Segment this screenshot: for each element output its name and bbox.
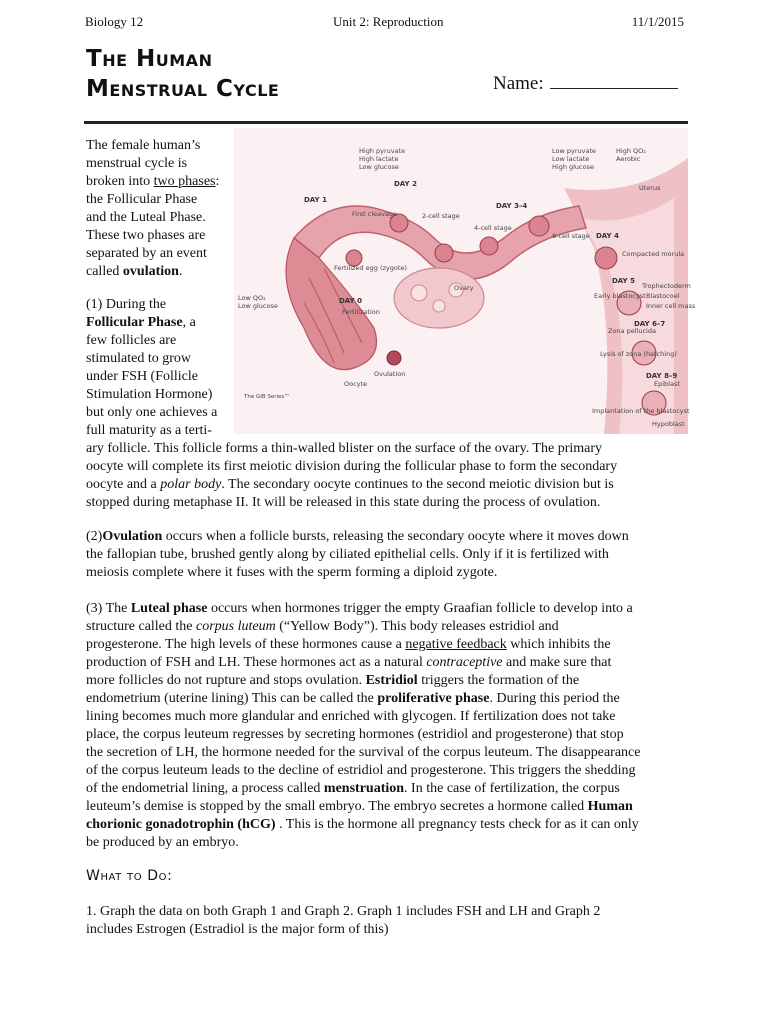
luteal-line: chorionic gonadotrophin (hCG) . This is the hormone all pregnancy tests check for as it can only <box>86 817 639 832</box>
label-low-glucose: Low glucose <box>359 163 399 171</box>
title-line-2: Menstrual Cycle <box>86 76 280 102</box>
label-low-pyruvate: Low pyruvate <box>552 147 597 155</box>
two-phases-term: two phases <box>153 174 216 189</box>
label-first-cleavage: First cleavage <box>352 210 398 218</box>
label-day1: DAY 1 <box>304 196 327 204</box>
luteal-line: progesterone. The high levels of these hormones cause a negative feedback which inhibits the <box>86 637 611 652</box>
label-compacted: Compacted morula <box>622 250 685 258</box>
stage-cell <box>595 247 617 269</box>
name-field[interactable] <box>493 72 678 95</box>
ovulation-line: (2)Ovulation occurs when a follicle bursts, releasing the secondary oocyte where it moves down <box>86 529 629 544</box>
label-ovary: Ovary <box>454 284 474 292</box>
header-unit: Unit 2: Reproduction <box>333 14 444 29</box>
intro-line: menstrual cycle is <box>86 156 188 171</box>
label-day2: DAY 2 <box>394 180 417 188</box>
follicular-line: few follicles are <box>86 333 177 348</box>
name-label: Name: <box>493 73 544 94</box>
luteal-line: structure called the corpus luteum (“Yellow Body”). This body releases estridiol and <box>86 619 559 634</box>
corpus-luteum-term: corpus luteum <box>196 619 276 634</box>
header-date: 11/1/2015 <box>631 14 684 29</box>
reproductive-tract-diagram <box>234 128 696 434</box>
header-course: Biology 12 <box>85 14 144 29</box>
follicular-line: under FSH (Follicle <box>86 369 198 384</box>
label-ovulation: Ovulation <box>374 370 406 378</box>
label-8cell: 8-cell stage <box>552 232 590 240</box>
luteal-line: leuteum’s demise is stopped by the small embryo. The embryo secretes a hormone called Human <box>86 799 633 814</box>
luteal-line: production of FSH and LH. These hormones act as a natural contraceptive and make sure that <box>86 655 612 670</box>
label-low-glucose-2: Low glucose <box>238 302 278 310</box>
label-day34: DAY 3–4 <box>496 202 528 210</box>
label-oocyte: Oocyte <box>344 380 368 388</box>
label-low-lactate: Low lactate <box>552 155 590 163</box>
luteal-paragraph <box>86 600 640 852</box>
follicular-line: oocyte will complete its first meiotic division during the follicular phase to form the secondary <box>86 459 618 474</box>
follicular-line: but only one achieves a <box>86 405 218 420</box>
luteal-line: the secretion of LH, the hormone needed for the survival of the corpus leuteum. The disappearance <box>86 745 641 760</box>
stage-cell <box>480 237 498 255</box>
estridiol-term: Estridiol <box>365 673 418 688</box>
task-instructions <box>86 903 600 939</box>
intro-line: These two phases are <box>86 228 206 243</box>
follicular-line: Stimulation Hormone) <box>86 387 213 402</box>
task-line: 1. Graph the data on both Graph 1 and Graph 2. Graph 1 includes FSH and LH and Graph 2 <box>86 904 601 919</box>
follicular-line: oocyte and a polar body. The secondary oocyte continues to the second meiotic division but is <box>86 477 614 492</box>
luteal-line: endometrium (uterine lining) This can be called the proliferative phase. During this period the <box>86 691 620 706</box>
negative-feedback-term: negative feedback <box>405 637 507 652</box>
luteal-line: place, the corpus leuteum regresses by secreting hormones (estridiol and progesterone) that stop <box>86 727 624 742</box>
label-4cell: 4-cell stage <box>474 224 512 232</box>
label-high-pyruvate: High pyruvate <box>359 147 406 155</box>
diagram-credit: The GIB Series™ <box>244 394 290 400</box>
follicular-line: Follicular Phase, a <box>86 315 196 330</box>
intro-line: the Follicular Phase <box>86 192 198 207</box>
page-title <box>86 44 279 104</box>
follicular-line: full maturity as a terti- <box>86 423 212 438</box>
label-blastocoel: Blastocoel <box>646 292 680 300</box>
hcg-term: chorionic gonadotrophin (hCG) <box>86 817 276 832</box>
intro-paragraph <box>86 137 219 281</box>
oocyte-cell <box>387 351 401 365</box>
luteal-phase-term: Luteal phase <box>130 601 208 616</box>
luteal-line: of the endometrial lining, a process called menstruation. In the case of fertilization, the corpus <box>86 781 620 796</box>
intro-line: broken into two phases: <box>86 174 220 189</box>
follicular-line: ary follicle. This follicle forms a thin-walled blister on the surface of the ovary. The primary <box>86 441 603 456</box>
label-aerobic: Aerobic <box>616 155 641 163</box>
label-day0: DAY 0 <box>339 297 362 305</box>
intro-line: called ovulation. <box>86 264 183 279</box>
stage-cell <box>529 216 549 236</box>
ovary-follicle <box>411 285 427 301</box>
intro-line: and the Luteal Phase. <box>86 210 206 225</box>
label-implantation: Implantation of the blastocyst <box>592 407 690 415</box>
what-to-do-heading: What to Do: <box>86 868 173 884</box>
label-fertilization: Fertilization <box>342 308 380 316</box>
intro-line: The female human’s <box>86 138 201 153</box>
ovulation-term: ovulation <box>122 264 179 279</box>
ovulation-paragraph <box>86 528 629 582</box>
task-line: includes Estrogen (Estradiol is the major form of this) <box>86 922 389 937</box>
title-divider <box>84 121 688 124</box>
label-day4: DAY 4 <box>596 232 619 240</box>
label-hypoblast: Hypoblast <box>652 420 685 428</box>
label-early-blasto: Early blastocyst <box>594 292 646 300</box>
luteal-line: of the corpus leuteum leads to the decline of estridiol and progesterone. This triggers the shedding <box>86 763 636 778</box>
label-zona: Zona pellucida <box>608 327 656 335</box>
polar-body-term: polar body <box>160 477 222 492</box>
ovary <box>394 268 484 328</box>
label-low-qo2: Low QO₂ <box>238 294 266 302</box>
proliferative-phase-term: proliferative phase <box>377 691 490 706</box>
label-high-lactate: High lactate <box>359 155 399 163</box>
luteal-line: lining becomes much more glandular and enriched with glycogen. If fertilization does not take <box>86 709 616 724</box>
label-2cell: 2-cell stage <box>422 212 460 220</box>
label-fert-egg: Fertilized egg (zygote) <box>334 264 407 272</box>
human-term: Human <box>587 799 633 814</box>
label-trophectoderm: Trophectoderm <box>642 282 691 290</box>
follicular-line: stimulated to grow <box>86 351 191 366</box>
luteal-line: be produced by an embryo. <box>86 835 239 850</box>
ovulation-heading-term: Ovulation <box>102 529 163 544</box>
ovulation-line: meiosis complete where it fuses with the sperm forming a diploid zygote. <box>86 565 498 580</box>
menstruation-term: menstruation <box>323 781 405 796</box>
label-day89: DAY 8–9 <box>646 372 678 380</box>
follicular-phase-term: Follicular Phase <box>86 315 183 330</box>
label-day67: DAY 6–7 <box>634 320 666 328</box>
stage-cell <box>435 244 453 262</box>
ovary-follicle <box>433 300 445 312</box>
contraceptive-term: contraceptive <box>426 655 503 670</box>
label-high-qo2: High QO₂ <box>616 147 646 155</box>
name-blank-line[interactable] <box>550 72 678 89</box>
intro-line: separated by an event <box>86 246 207 261</box>
follicular-line: stopped during metaphase II. It will be released in this state during the process of ovulation. <box>86 495 601 510</box>
follicular-line: (1) During the <box>86 297 167 312</box>
label-inner-cell: Inner cell mass <box>646 302 696 310</box>
label-epiblast: Epiblast <box>654 380 680 388</box>
label-high-glucose: High glucose <box>552 163 594 171</box>
luteal-line: (3) The Luteal phase occurs when hormones trigger the empty Graafian follicle to develop into a <box>86 601 633 616</box>
label-uterus: Uterus <box>639 184 661 192</box>
ovulation-line: the fallopian tube, brushed gently along by ciliated epithelial cells. Only if it is fertilized with <box>86 547 609 562</box>
title-line-1: The Human <box>86 46 213 72</box>
luteal-line: more follicles do not rupture and stops ovulation. Estridiol triggers the formation of the <box>86 673 580 688</box>
label-day5: DAY 5 <box>612 277 635 285</box>
label-lysis: Lysis of zona (hatching) <box>600 350 677 358</box>
